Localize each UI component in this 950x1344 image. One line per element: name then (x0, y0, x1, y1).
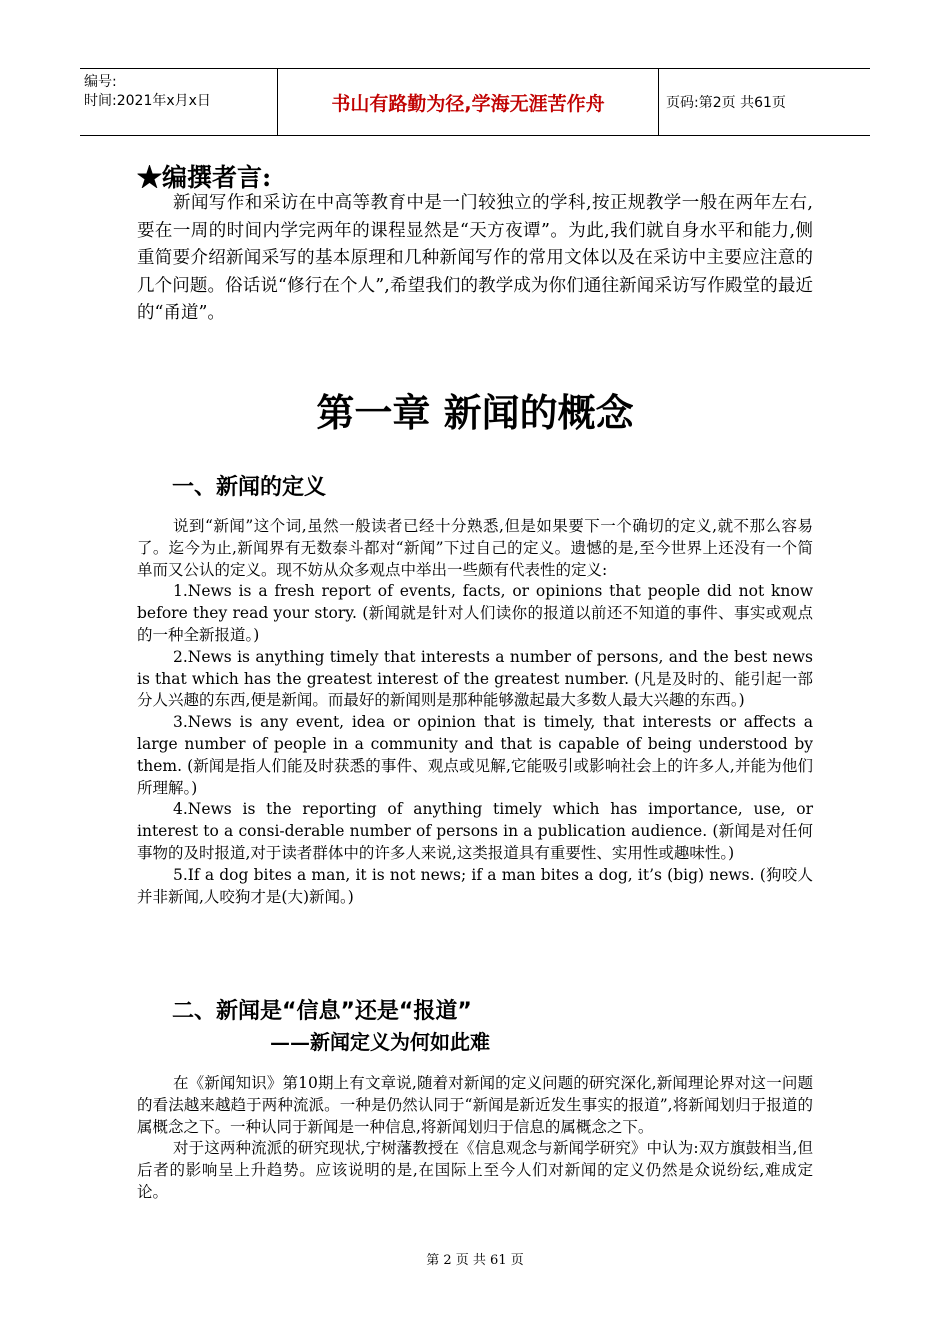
definition-3: 3.News is any event, idea or opinion that is timely, that interests or affects a large number of people in a community and that is capable of being understood by them. (新闻是指人们能及时获悉的事件、观点或见解,它能吸引或影响社会上的许多人,并能为他们所理解。) (137, 713, 813, 797)
definition-5: 5.If a dog bites a man, it is not news; if a man bites a dog, it’s (big) news. (狗咬人并非新闻,人咬狗才是(大)新闻。) (137, 865, 813, 906)
page-header (80, 68, 870, 136)
section2-subtitle: ——新闻定义为何如此难 (270, 1030, 490, 1054)
paragraph: 对于这两种流派的研究现状,宁树藩教授在《信息观念与新闻学研究》中认为:双方旗鼓相当,但后者的影响呈上升趋势。应该说明的是,在国际上至今人们对新闻的定义仍然是众说纷纭,难成定论。 (137, 1139, 813, 1201)
foreword-text: 新闻写作和采访在中高等教育中是一门较独立的学科,按正规教学一般在两年左右,要在一周的时间内学完两年的课程显然是“天方夜谭”。为此,我们就自身水平和能力,侧重简要介绍新闻采写的基本原理和几种新闻写作的常用文体以及在采访中主要应注意的几个问题。俗话说“修行在个人”,希望我们的教学成为你们通往新闻采访写作殿堂的最近的“甬道”。 (137, 193, 813, 323)
section2-title: 二、新闻是“信息”还是“报道” (172, 999, 472, 1024)
header-meta (80, 69, 278, 135)
definition-4: 4.News is the reporting of anything timely which has importance, use, or interest to a consi-derable number of persons in a publication audience. (新闻是对任何事物的及时报道,对于读者群体中的许多人来说,这类报道具有重要性、实用性或趣味性。) (137, 800, 813, 862)
section2-body (137, 1073, 813, 1204)
serial-label: 编号: (84, 74, 117, 90)
section1-body (137, 516, 813, 908)
definition-2: 2.News is anything timely that interests a number of persons, and the best news is that which has the greatest interest of the greatest number. (凡是及时的、能引起一部分人兴趣的东西,便是新闻。而最好的新闻则是那种能够激起最大多数人最大兴趣的东西。) (137, 647, 813, 710)
header-motto: 书山有路勤为径,学海无涯苦作舟 (278, 69, 659, 135)
section1-title: 一、新闻的定义 (172, 475, 327, 500)
foreword-title: ★编撰者言: (137, 163, 272, 192)
time-label: 时间:2021年x月x日 (84, 93, 211, 109)
header-page-info: 页码:第2页 共61页 (666, 95, 786, 111)
page-footer: 第 2 页 共 61 页 (426, 1253, 524, 1268)
chapter-title: 第一章 新闻的概念 (316, 391, 634, 435)
definition-1: 1.News is a fresh report of events, facts, or opinions that people did not know before they read your story. (新闻就是针对人们读你的报道以前还不知道的事件、事实或观点的一种全新报道。) (137, 582, 813, 644)
paragraph: 在《新闻知识》第10期上有文章说,随着对新闻的定义问题的研究深化,新闻理论界对这一问题的看法越来越趋于两种流派。一种是仍然认同于“新闻是新近发生事实的报道”,将新闻划归于报道的属概念之下。一种认同于新闻是一种信息,将新闻划归于信息的属概念之下。 (137, 1074, 813, 1136)
paragraph: 说到“新闻”这个词,虽然一般读者已经十分熟悉,但是如果要下一个确切的定义,就不那么容易了。迄今为止,新闻界有无数泰斗都对“新闻”下过自己的定义。遗憾的是,至今世界上还没有一个简单而又公认的定义。现不妨从众多观点中举出一些颇有代表性的定义: (137, 517, 813, 579)
